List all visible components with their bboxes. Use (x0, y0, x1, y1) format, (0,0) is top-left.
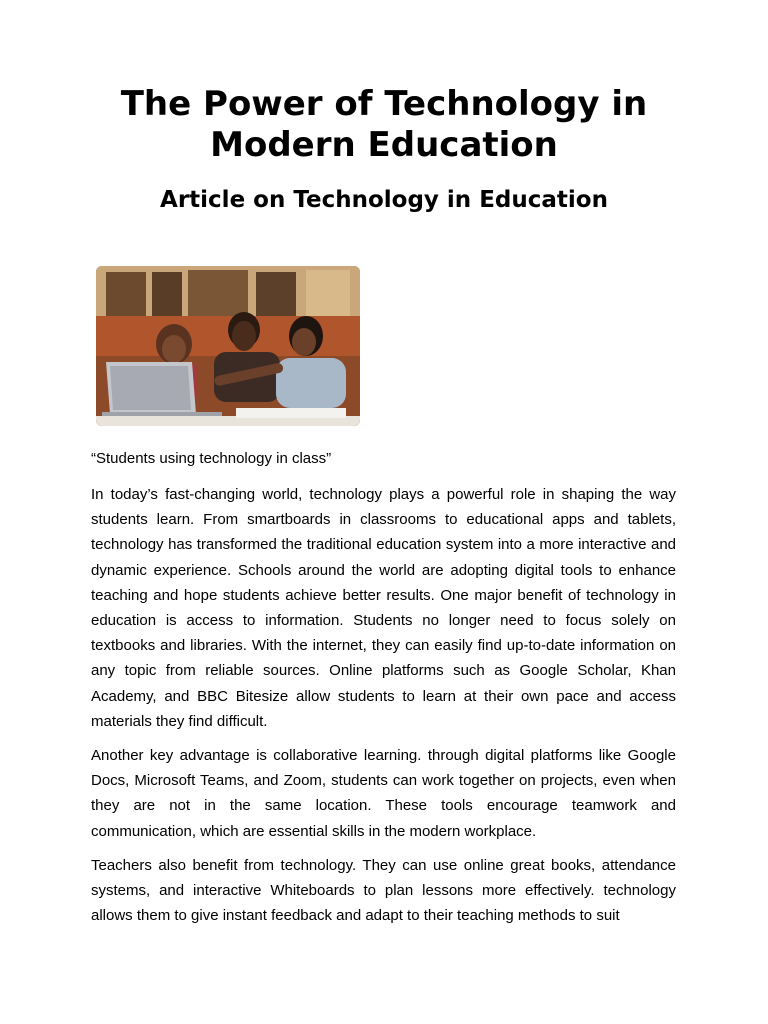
document-subtitle: Article on Technology in Education (160, 187, 608, 213)
paragraph: Teachers also benefit from technology. They can use online great books, attendance systems, and interactive Whiteboards to plan lessons more effectively. technology allows them to give instant feedback and adapt to their teaching methods to suit (91, 856, 676, 925)
image-caption: “Students using technology in class” (91, 450, 332, 467)
paragraph: Another key advantage is collaborative learning. through digital platforms like Google Docs, Microsoft Teams, and Zoom, students can work together on projects, even when they are not in the same location. These tools encourage teamwork and communication, which are essential skills in the modern workplace. (91, 747, 676, 840)
article-body (91, 482, 676, 937)
document-title: The Power of Technology in Modern Education (120, 84, 648, 165)
paragraph: In today’s fast-changing world, technology plays a powerful role in shaping the way students learn. From smartboards in classrooms to educational apps and tablets, technology has transformed the traditional education system into a more interactive and dynamic experience. Schools around the world are adopting digital tools to enhance teaching and hope students achieve better results. One major benefit of technology in education is access to information. Students no longer need to focus solely on textbooks and libraries. With the internet, they can easily find up-to-date information on any topic from reliable sources. Online platforms such as Google Scholar, Khan Academy, and BBC Bitesize allow students to learn at their own pace and access materials they find difficult. (91, 486, 676, 730)
students-laptop-photo (96, 266, 360, 426)
